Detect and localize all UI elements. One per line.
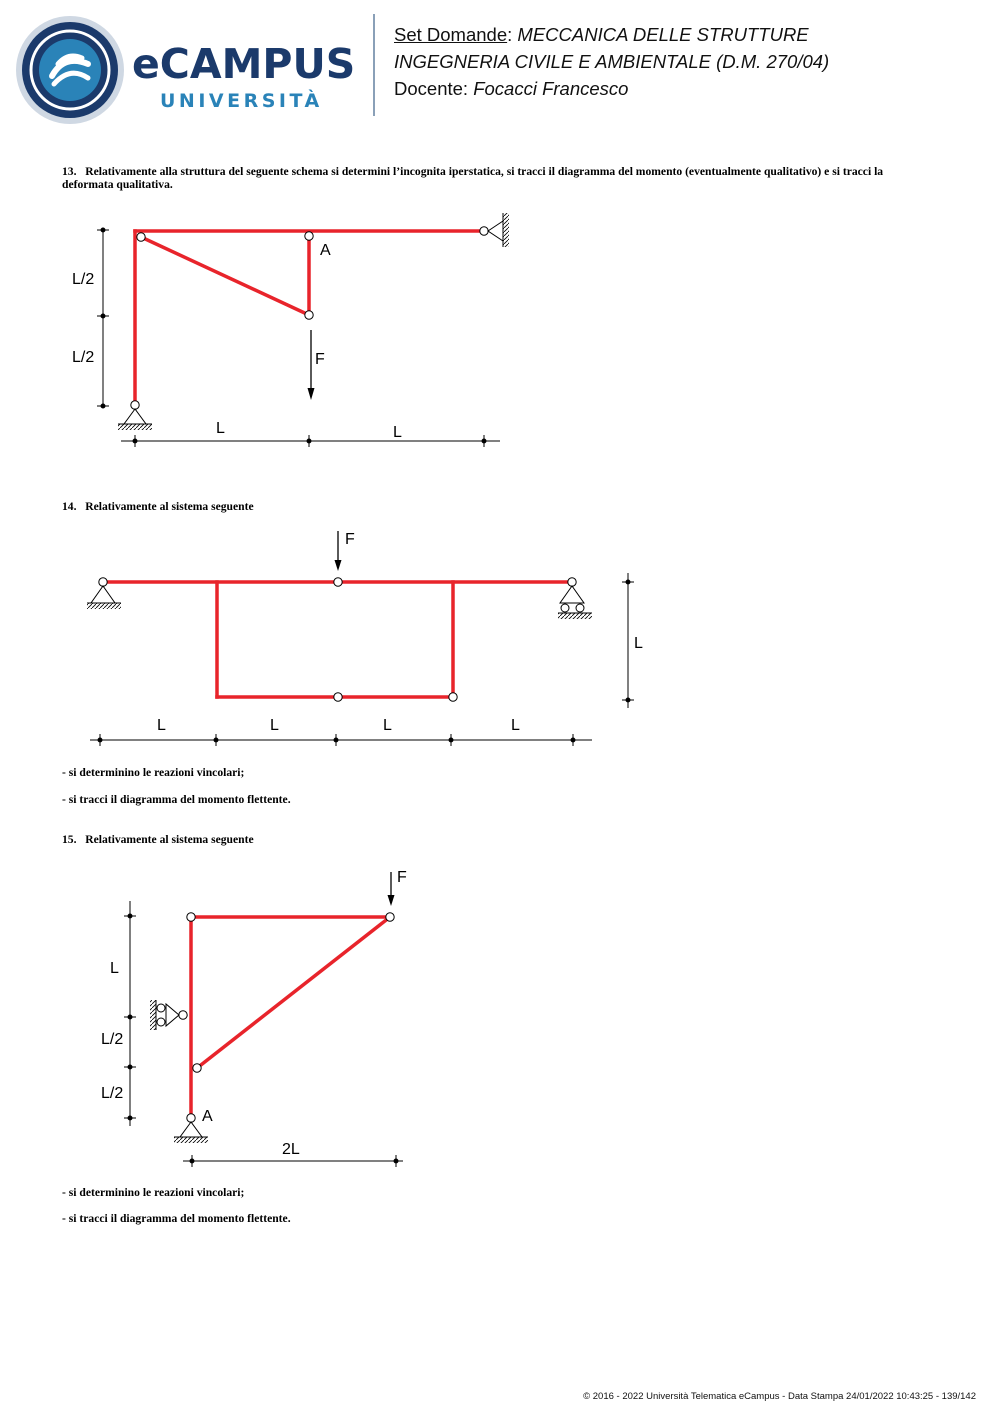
fig15-force-label: F [397,869,407,886]
fig14-members [103,582,572,697]
header-line-course: Set Domande: MECCANICA DELLE STRUTTURE [394,24,809,45]
note-14-moment: - si tracci il diagramma del momento flettente. [62,793,291,806]
fig14-force-label: F [345,531,355,548]
fig13-label-half-bottom: L/2 [72,349,95,366]
fig13-label-half-top: L/2 [72,271,95,288]
set-label: Set Domande [394,24,508,45]
fig14-dim-horizontal [90,734,592,746]
fig13-label-span-1: L [216,420,225,437]
note-14-reactions: - si determinino le reazioni vincolari; [62,766,245,779]
fig15-node-a-label: A [202,1108,213,1125]
fig14-label-span-3: L [383,717,392,734]
course-name: MECCANICA DELLE STRUTTURE [517,24,809,45]
fig15-force-arrow [388,872,395,906]
fig13-pin-support-bottom [118,409,152,430]
figure-15-structure [101,869,407,1167]
question-text: Relativamente al sistema seguente [85,833,254,846]
fig15-label-top: L [110,960,119,977]
fig13-node-a-label: A [320,242,331,259]
fig14-pin-support-left [87,586,121,609]
fig14-dim-vertical [622,573,634,708]
note-15-reactions: - si determinino le reazioni vincolari; [62,1186,245,1199]
fig15-dim-vertical [124,901,136,1126]
fig13-pin-support-right [488,213,509,247]
question-text: Relativamente al sistema seguente [85,500,254,513]
fig15-roller-support-side [150,1000,179,1030]
fig15-label-width: 2L [282,1141,300,1158]
question-number: 15. [62,833,77,846]
question-number: 13. [62,165,77,178]
figure-13-structure [72,213,509,447]
logo-subtitle: UNIVERSITÀ [160,90,323,112]
teacher-name: Focacci Francesco [473,78,629,99]
question-text: Relativamente alla struttura del seguente schema si determini l’incognita iperstatica, si tracci il diagramma del momento (eventualmente qualitativo) e si tracci la deformata qualitativa. [62,165,884,191]
fig14-label-span-1: L [157,717,166,734]
fig15-pin-support-bottom [174,1122,208,1143]
note-15-moment: - si tracci il diagramma del momento flettente. [62,1212,291,1225]
fig13-dim-vertical [97,228,109,408]
fig13-force-label: F [315,351,325,368]
fig14-force-arrow [335,531,342,571]
fig14-hinges [99,578,576,701]
teacher-label: Docente: [394,78,469,99]
fig15-label-mid: L/2 [101,1031,124,1048]
fig13-label-span-2: L [393,424,402,441]
fig15-hinges [179,913,394,1122]
fig15-members [191,917,390,1116]
figure-14-structure [87,531,643,746]
fig14-label-span-2: L [270,717,279,734]
fig13-dim-horizontal [121,435,500,447]
degree-name: INGEGNERIA CIVILE E AMBIENTALE (D.M. 270/04) [394,51,830,72]
fig14-roller-support-right [558,586,592,619]
fig13-force-arrow [308,330,315,400]
question-number: 14. [62,500,77,513]
fig14-label-span-4: L [511,717,520,734]
page-footer: © 2016 - 2022 Università Telematica eCampus - Data Stampa 24/01/2022 10:43:25 - 139/142 [583,1391,976,1402]
fig14-label-height: L [634,635,643,652]
fig15-label-bottom: L/2 [101,1085,124,1102]
logo-wordmark: eCAMPUS [132,40,356,88]
